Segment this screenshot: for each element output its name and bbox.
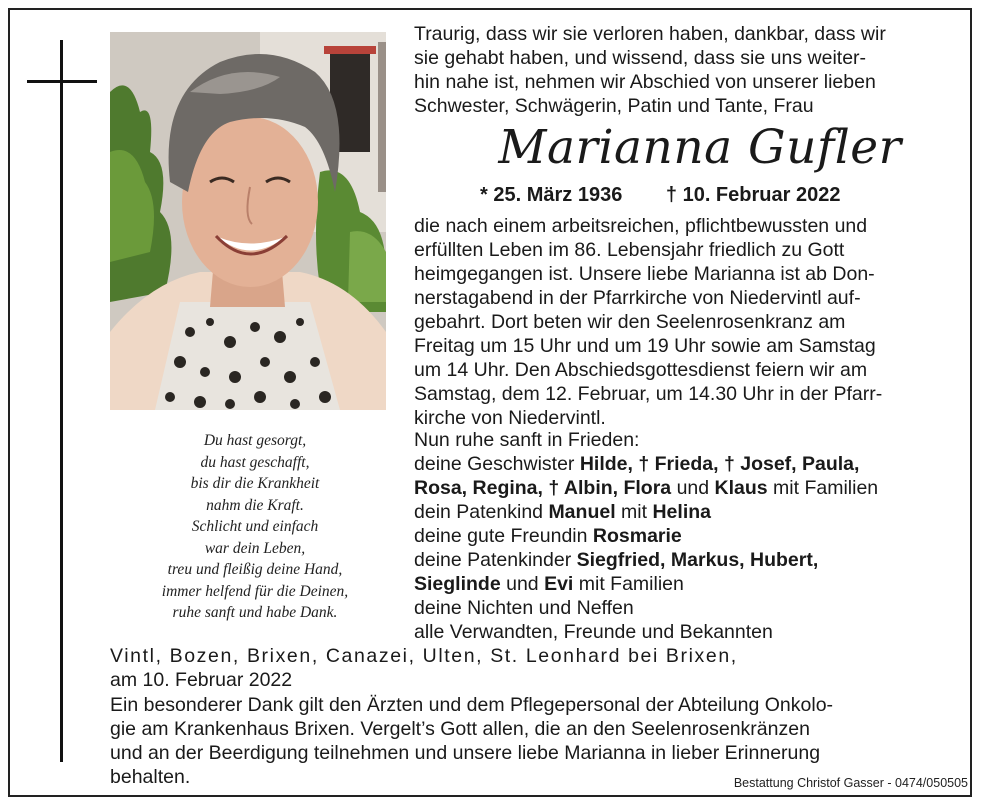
family-names: Manuel (548, 501, 616, 523)
poem (110, 430, 400, 624)
thanks-line: gie am Krankenhaus Brixen. Vergelt’s Gott allen, die an den Seelenrosenkränzen (110, 718, 810, 740)
family-label: dein Patenkind (414, 501, 549, 523)
family-label: mit Familien (767, 477, 879, 499)
date-line: am 10. Februar 2022 (110, 669, 293, 691)
body-line: gebahrt. Dort beten wir den Seelenrosenkranz am (414, 311, 846, 333)
deceased-name: Marianna Gufler (498, 120, 902, 175)
intro-line: sie gehabt haben, und wissend, dass sie uns weiter- (414, 47, 867, 69)
body-line: Samstag, dem 12. Februar, um 14.30 Uhr in der Pfarr- (414, 383, 883, 405)
family-line-godchildren-2 (414, 572, 959, 596)
family-label: deine gute Freundin (414, 525, 593, 547)
poem-line: bis dir die Krankheit (190, 475, 320, 492)
body-line: nerstagabend in der Pfarrkirche von Niedervintl auf- (414, 287, 861, 309)
family-list (414, 428, 959, 644)
family-names: Helina (652, 501, 711, 523)
family-line-siblings (414, 452, 959, 476)
family-names: Hilde, † Frieda, † Josef, Paula, (579, 453, 860, 475)
intro-line: Traurig, dass wir sie verloren haben, dankbar, dass wir (414, 23, 886, 45)
family-line-relatives: alle Verwandten, Freunde und Bekannten (414, 621, 773, 643)
funeral-home-footer: Bestattung Christof Gasser - 0474/050505 (733, 776, 968, 790)
body-line: heimgegangen ist. Unsere liebe Marianna ist ab Don- (414, 263, 875, 285)
family-label: mit Familien (573, 573, 684, 595)
family-line-friend (414, 524, 959, 548)
thanks-text (110, 693, 960, 789)
family-names: Klaus (714, 477, 768, 499)
poem-line: Schlicht und einfach (191, 518, 319, 535)
body-line: erfüllten Leben im 86. Lebensjahr friedlich zu Gott (414, 239, 845, 261)
poem-line: immer helfend für die Deinen, (161, 582, 349, 600)
poem-line: ruhe sanft und habe Dank. (172, 604, 338, 621)
family-line-godchildren (414, 548, 959, 572)
poem-line: Du hast gesorgt, (203, 432, 307, 449)
birth-date: * 25. März 1936 (480, 184, 623, 206)
body-line: die nach einem arbeitsreichen, pflichtbewussten und (414, 215, 868, 237)
family-names: Sieglinde (414, 573, 501, 595)
family-label: deine Patenkinder (414, 549, 577, 571)
death-date: † 10. Februar 2022 (665, 184, 841, 206)
family-names: Evi (544, 573, 574, 595)
body-line: kirche von Niedervintl. (414, 407, 606, 429)
poem-line: treu und fleißig deine Hand, (167, 561, 343, 578)
poem-line: nahm die Kraft. (206, 496, 304, 514)
intro-text (414, 22, 959, 118)
body-line: Freitag um 15 Uhr und um 19 Uhr sowie am Samstag (414, 335, 876, 357)
portrait-photo (110, 32, 386, 410)
cross-icon (60, 40, 63, 762)
body-line: um 14 Uhr. Den Abschiedsgottesdienst feiern wir am (414, 359, 868, 381)
family-line-siblings-2 (414, 476, 959, 500)
family-line-godchild (414, 500, 959, 524)
thanks-line: behalten. (110, 766, 191, 788)
intro-line: hin nahe ist, nehmen wir Abschied von unserer lieben (414, 71, 876, 93)
thanks-line: Ein besonderer Dank gilt den Ärzten und dem Pflegepersonal der Abteilung Onkolo- (110, 694, 834, 716)
family-label: deine Geschwister (414, 453, 580, 475)
family-label: mit (615, 501, 653, 523)
poem-line: du hast geschafft, (200, 453, 310, 471)
body-text (414, 214, 959, 430)
intro-line: Schwester, Schwägerin, Patin und Tante, Frau (414, 95, 814, 117)
family-names: Rosmarie (592, 525, 682, 547)
family-label: und (500, 573, 545, 595)
family-line-nieces: deine Nichten und Neffen (414, 597, 634, 619)
family-names: Siegfried, Markus, Hubert, (576, 549, 819, 571)
family-heading: Nun ruhe sanft in Frieden: (414, 429, 640, 451)
life-dates (480, 182, 900, 208)
family-names: Rosa, Regina, † Albin, Flora (414, 477, 672, 499)
poem-line: war dein Leben, (204, 539, 306, 557)
cross-icon-bar (27, 80, 97, 83)
thanks-line: und an der Beerdigung teilnehmen und unsere liebe Marianna in lieber Erinnerung (110, 742, 821, 764)
family-label: und (671, 477, 715, 499)
places-line: Vintl, Bozen, Brixen, Canazei, Ulten, St. Leonhard bei Brixen, (110, 645, 738, 667)
